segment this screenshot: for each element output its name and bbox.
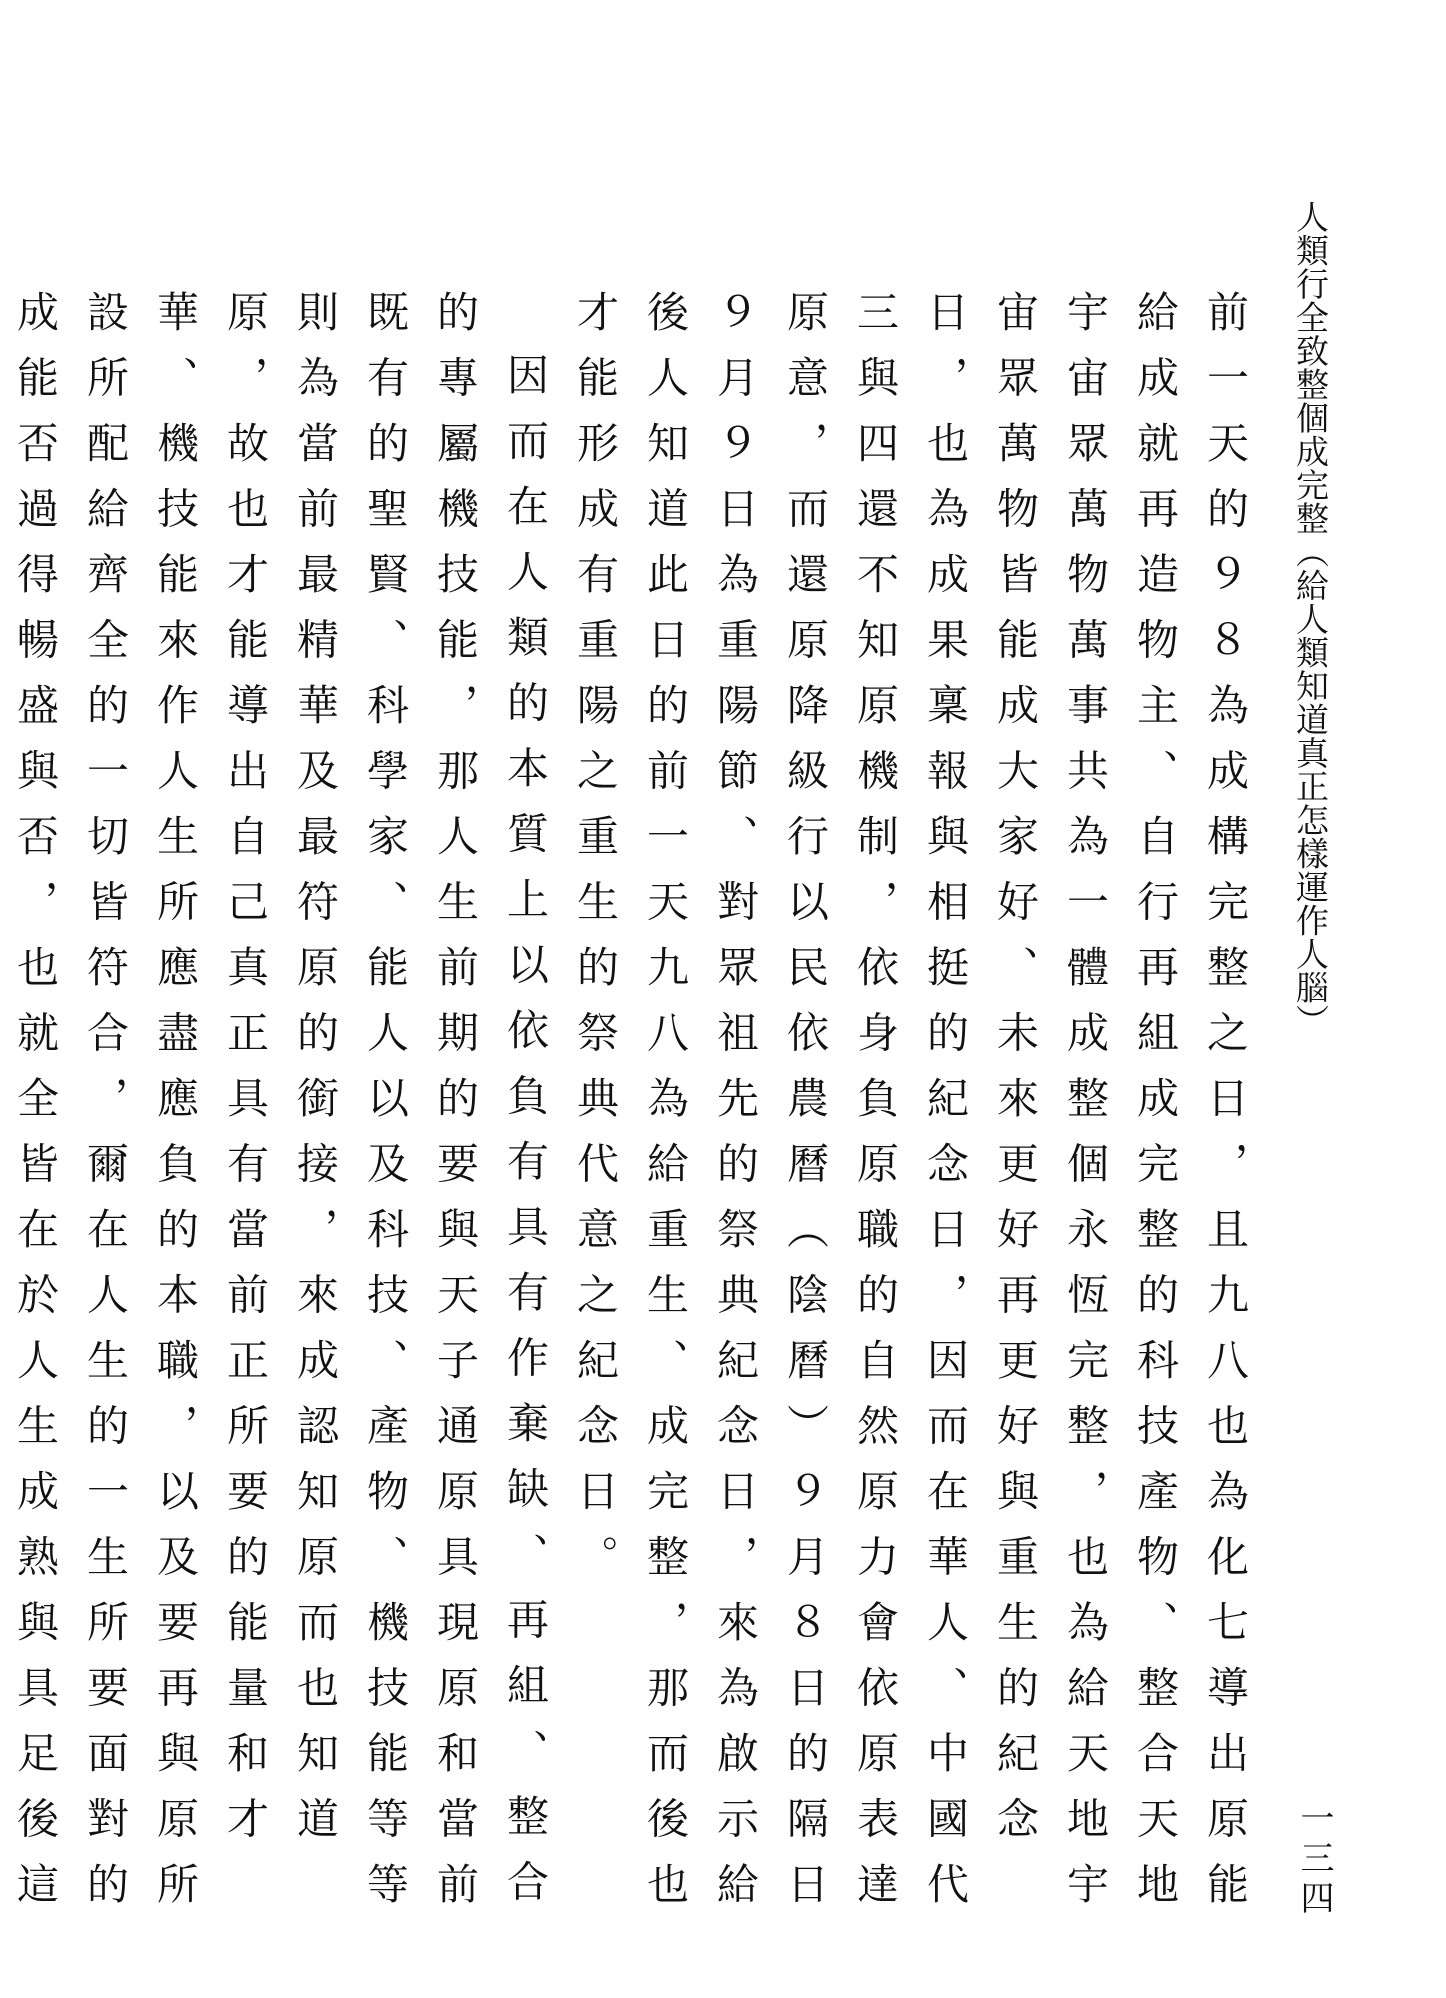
page-number: 一三四 (1294, 1800, 1334, 1920)
paragraph: 因而在人類的本質上以依負有具有作棄缺、再組、整合的專屬機技能，那人生前期的要與天子通原具現原和當前既有的聖賢、科學家、能人以及科技、產物、機技能等等則為當前最精華及最符原的銜接，來成認知原而也知道原，故也才能導出自己真正具有當前正所要的能量和才華、機技能來作人生所應盡應負的本職，以及要再與原所設所配給齊全的一切皆符合，爾在人生的一生所要面對的成能否過得暢盛與否，也就全皆在於人生成熟與具足後這 (11, 290, 550, 1928)
running-head: 人類行全致整個成完整（給人類知道真正怎樣運作人腦） (1291, 200, 1330, 1038)
paragraph: 前一天的９８為成構完整之日，且九八也為化七導出原能給成就再造物主、自行再組成完整的科技產物、整合天地宇宙眾萬物萬事共為一體成整個永恆完整，也為給天地宇宙眾萬物皆能成大家好、未來更好再更好與重生的紀念日，也為成果稟報與相挺的紀念日，因而在華人、中國代三與四還不知原機制，依身負原職的自然原力會依原表達原意，而還原降級行以民依農曆（陰曆）９月８日的隔日９月９日為重陽節、對眾祖先的祭典紀念日，來為啟示給後人知道此日的前一天九八為給重生、成完整，那而後也才能形成有重陽之重生的祭典代意之紀念日。 (571, 290, 1250, 1928)
body-text (11, 290, 1260, 1940)
